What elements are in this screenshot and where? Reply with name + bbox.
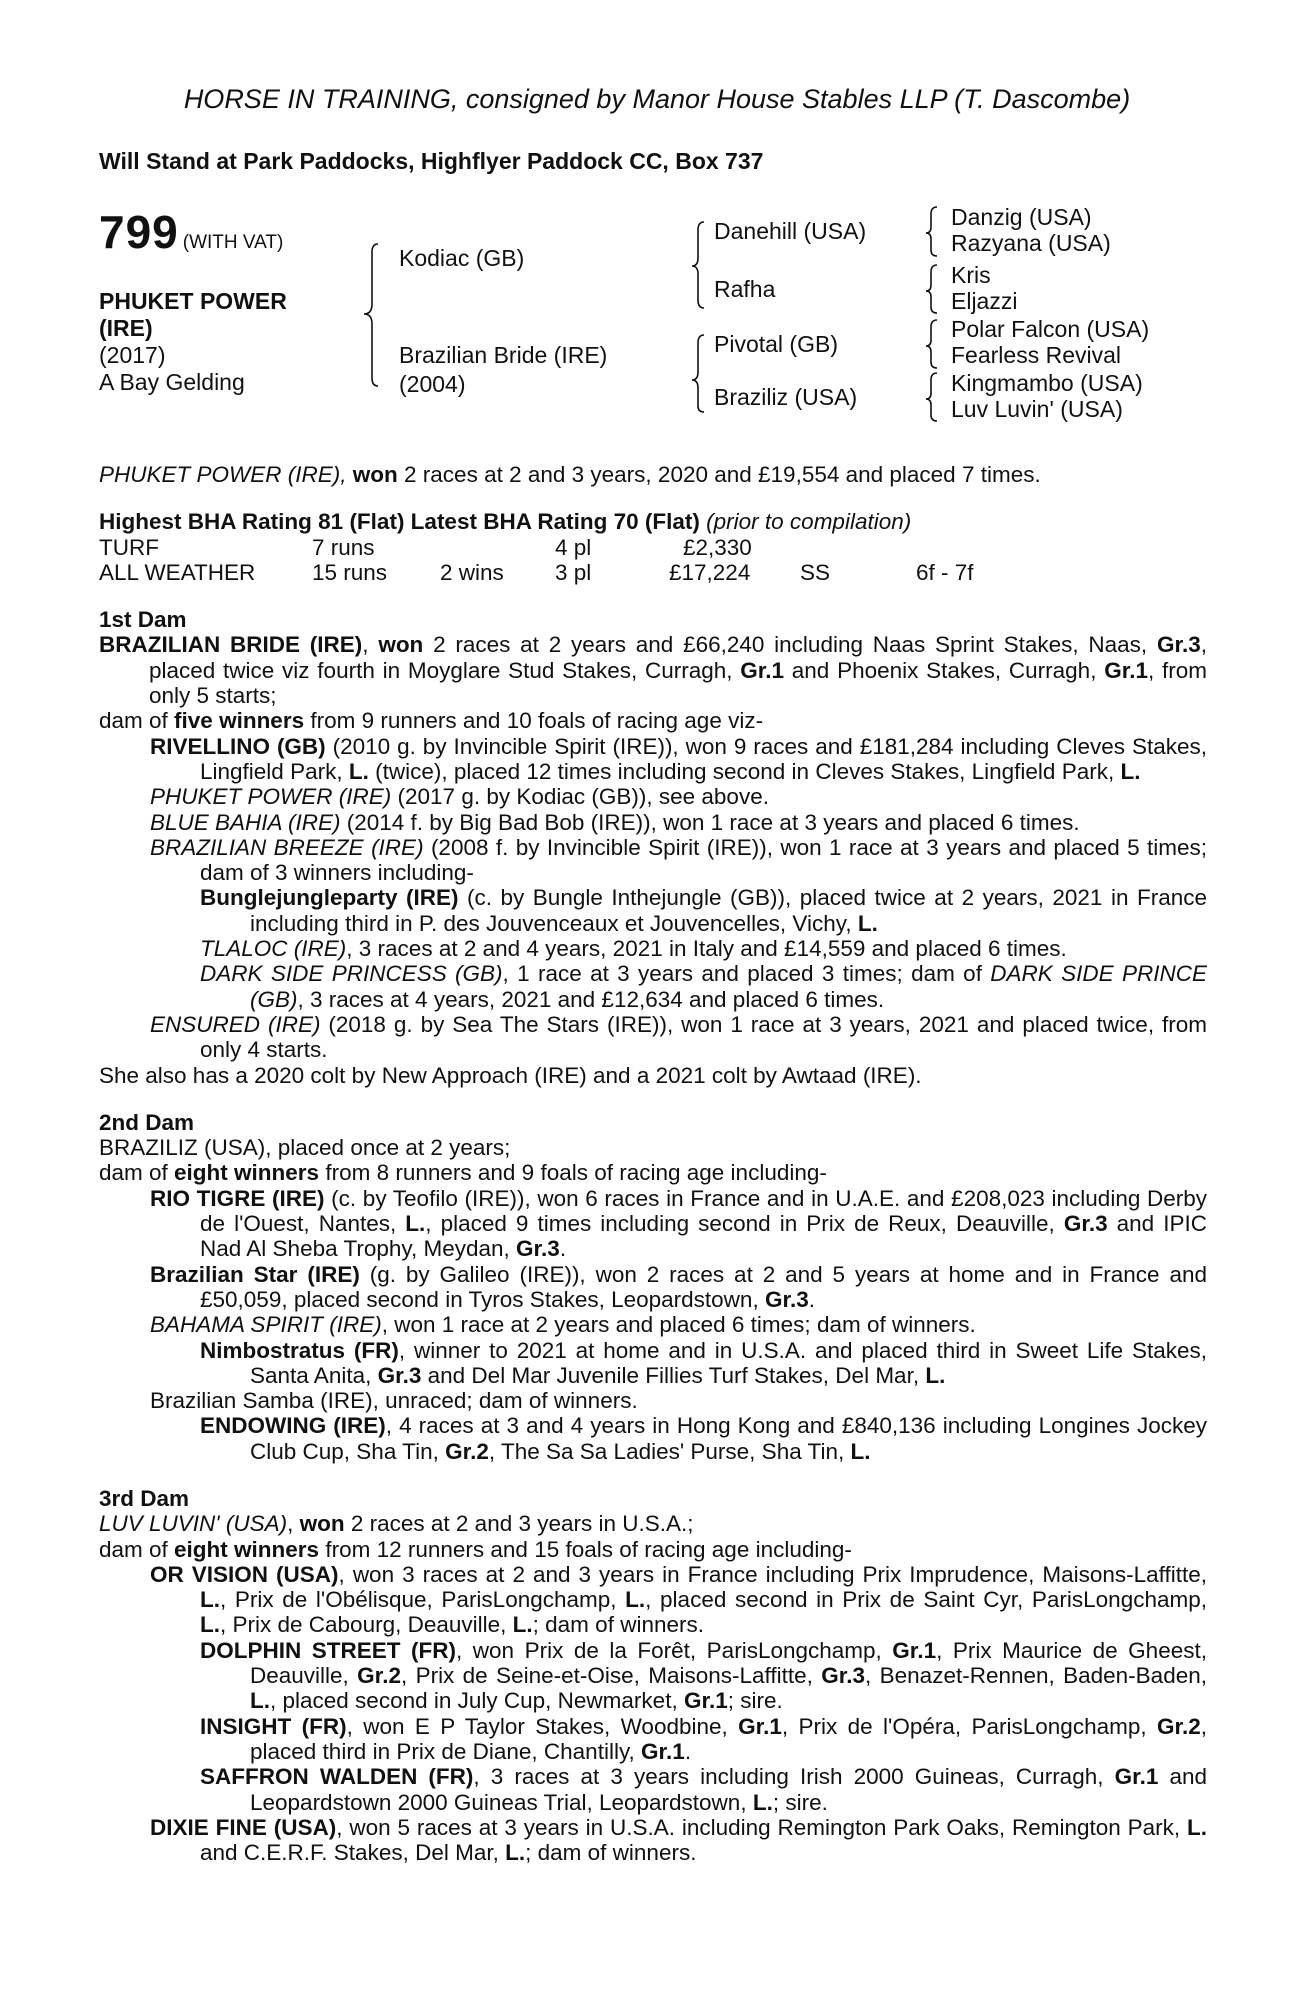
produce-rio-tigre: RIO TIGRE (IRE) (c. by Teofilo (IRE)), won 6 races in France and in U.A.E. and £208,023 including Derby de l'Ouest, Nantes, L., placed 9 times including second in Prix de Reux, Deauville, Gr.3 and IPIC Nad Al Sheba Trophy, Meydan, Gr.3. bbox=[150, 1185, 1208, 1262]
stand-location: Will Stand at Park Paddocks, Highflyer Paddock CC, Box 737 bbox=[99, 148, 764, 174]
produce-bahama-spirit: BAHAMA SPIRIT (IRE), won 1 race at 2 years and placed 6 times; dam of winners. bbox=[150, 1312, 976, 1338]
pedigree-gen4-2: Razyana (USA) bbox=[951, 230, 1111, 256]
horse-country: (IRE) bbox=[99, 315, 153, 341]
produce-dixie-fine: DIXIE FINE (USA), won 5 races at 3 years in U.S.A. including Remington Park Oaks, Remington Park, L. and C.E.R.F. Stakes, Del Mar, L.; dam of winners. bbox=[150, 1814, 1207, 1866]
first-dam-record: BRAZILIAN BRIDE (IRE), won 2 races at 2 years and £66,240 including Naas Sprint Stakes, Naas, Gr.3, placed twice viz fourth in Moyglare Stud Stakes, Curragh, Gr.1 and Phoenix Stakes, Curragh, Gr.1, from only 5 starts; bbox=[99, 632, 1207, 709]
pedigree-gen4-1: Danzig (USA) bbox=[951, 204, 1092, 230]
produce-tlaloc: TLALOC (IRE), 3 races at 2 and 4 years, 2021 in Italy and £14,559 and placed 6 times. bbox=[200, 936, 1067, 962]
horse-name: PHUKET POWER bbox=[99, 288, 287, 314]
produce-dolphin-street: DOLPHIN STREET (FR), won Prix de la Forêt, ParisLongchamp, Gr.1, Prix Maurice de Gheest, Deauville, Gr.2, Prix de Seine-et-Oise, Maisons-Laffitte, Gr.3, Benazet-Rennen, Baden-Baden, L., placed second in July Cup, Newmarket, Gr.1; sire. bbox=[200, 1637, 1207, 1714]
pedigree-gen4-7: Kingmambo (USA) bbox=[951, 370, 1143, 396]
pedigree-dam-year: (2004) bbox=[399, 371, 466, 397]
pedigree-gen3-3: Pivotal (GB) bbox=[714, 331, 838, 357]
produce-bunglejungleparty: Bunglejungleparty (IRE) (c. by Bungle Inthejungle (GB)), placed twice at 2 years, 2021 in France including third in P. des Jouvenceaux et Jouvencelles, Vichy, L. bbox=[200, 885, 1207, 936]
produce-brazilian-samba: Brazilian Samba (IRE), unraced; dam of winners. bbox=[150, 1388, 638, 1414]
produce-brazilian-star: Brazilian Star (IRE) (g. by Galileo (IRE)), won 2 races at 2 and 5 years at home and in France and £50,059, placed second in Tyros Stakes, Leopardstown, Gr.3. bbox=[150, 1261, 1207, 1312]
produce-brazilian-breeze: BRAZILIAN BREEZE (IRE) (2008 f. by Invincible Spirit (IRE)), won 1 race at 3 years and placed 5 times; dam of 3 winners including- bbox=[150, 834, 1207, 886]
pedigree-gen3-2: Rafha bbox=[714, 276, 776, 302]
race-summary: PHUKET POWER (IRE), won 2 races at 2 and 3 years, 2020 and £19,554 and placed 7 times. bbox=[99, 462, 1041, 487]
pedigree-gen3-1: Danehill (USA) bbox=[714, 218, 867, 244]
produce-ensured: ENSURED (IRE) (2018 g. by Sea The Stars (IRE)), won 1 race at 3 years, 2021 and placed twice, from only 4 starts. bbox=[150, 1011, 1208, 1063]
produce-phuket-power: PHUKET POWER (IRE) (2017 g. by Kodiac (GB)), see above. bbox=[150, 784, 769, 810]
produce-insight: INSIGHT (FR), won E P Taylor Stakes, Woodbine, Gr.1, Prix de l'Opéra, ParisLongchamp, Gr.2, placed third in Prix de Diane, Chantilly, Gr.1. bbox=[200, 1713, 1208, 1764]
pedigree-gen4-8: Luv Luvin' (USA) bbox=[951, 396, 1123, 422]
second-dam-heading: 2nd Dam bbox=[99, 1109, 195, 1135]
all-weather-row: ALL WEATHER 15 runs 2 wins 3 pl £17,224 SS 6f - 7f bbox=[99, 559, 974, 585]
pedigree-dam: Brazilian Bride (IRE) bbox=[399, 342, 608, 368]
turf-row: TURF 7 runs 4 pl £2,330 bbox=[99, 534, 752, 560]
horse-year: (2017) bbox=[99, 342, 166, 368]
third-dam-heading: 3rd Dam bbox=[99, 1485, 190, 1511]
produce-or-vision: OR VISION (USA), won 3 races at 2 and 3 years in France including Prix Imprudence, Maisons-Laffitte, L., Prix de l'Obélisque, ParisLongchamp, L., placed second in Prix de Saint Cyr, ParisLongchamp, L., Prix de Cabourg, Deauville, L.; dam of winners. bbox=[150, 1561, 1207, 1638]
first-dam-heading: 1st Dam bbox=[99, 607, 187, 633]
pedigree-gen4-6: Fearless Revival bbox=[951, 342, 1121, 368]
produce-dark-side-princess: DARK SIDE PRINCESS (GB), 1 race at 3 years and placed 3 times; dam of DARK SIDE PRINCE (GB), 3 races at 4 years, 2021 and £12,634 and placed 6 times. bbox=[200, 961, 1207, 1012]
horse-description: A Bay Gelding bbox=[99, 369, 245, 395]
catalogue-body bbox=[99, 462, 1207, 1865]
first-dam-produce: dam of five winners from 9 runners and 10 foals of racing age viz- bbox=[99, 708, 764, 734]
pedigree-sire: Kodiac (GB) bbox=[399, 245, 525, 271]
pedigree-gen3-4: Braziliz (USA) bbox=[714, 384, 858, 410]
produce-nimbostratus: Nimbostratus (FR), winner to 2021 at home and in U.S.A. and placed third in Sweet Life Stakes, Santa Anita, Gr.3 and Del Mar Juvenile Fillies Turf Stakes, Del Mar, L. bbox=[200, 1337, 1208, 1388]
produce-endowing: ENDOWING (IRE), 4 races at 3 and 4 years in Hong Kong and £840,136 including Longines Jockey Club Cup, Sha Tin, Gr.2, The Sa Sa Ladies' Purse, Sha Tin, L. bbox=[200, 1413, 1207, 1464]
vat-note: (WITH VAT) bbox=[182, 232, 284, 253]
pedigree-gen4-5: Polar Falcon (USA) bbox=[951, 316, 1150, 342]
third-dam-produce: dam of eight winners from 12 runners and 15 foals of racing age including- bbox=[99, 1536, 852, 1562]
lot-number: 799 bbox=[99, 206, 179, 258]
third-dam-record: LUV LUVIN' (USA), won 2 races at 2 and 3 years in U.S.A.; bbox=[99, 1511, 694, 1537]
rating-line: Highest BHA Rating 81 (Flat) Latest BHA Rating 70 (Flat) (prior to compilation) bbox=[99, 509, 912, 535]
pedigree-gen4-3: Kris bbox=[951, 262, 991, 288]
produce-blue-bahia: BLUE BAHIA (IRE) (2014 f. by Big Bad Bob (IRE)), won 1 race at 3 years and placed 6 times. bbox=[150, 809, 1080, 835]
produce-rivellino: RIVELLINO (GB) (2010 g. by Invincible Spirit (IRE)), won 9 races and £181,284 including Cleves Stakes, Lingfield Park, L. (twice), placed 12 times including second in Cleves Stakes, Lingfield Park, L. bbox=[150, 733, 1207, 784]
second-dam-record: BRAZILIZ (USA), placed once at 2 years; bbox=[99, 1135, 511, 1161]
pedigree-gen4-4: Eljazzi bbox=[951, 288, 1018, 314]
page-heading: HORSE IN TRAINING, consigned by Manor House Stables LLP (T. Dascombe) bbox=[183, 84, 1131, 114]
second-dam-produce: dam of eight winners from 8 runners and 9 foals of racing age including- bbox=[99, 1160, 827, 1186]
produce-saffron-walden: SAFFRON WALDEN (FR), 3 races at 3 years including Irish 2000 Guineas, Curragh, Gr.1 and Leopardstown 2000 Guineas Trial, Leopardstown, L.; sire. bbox=[200, 1764, 1208, 1815]
first-dam-also: She also has a 2020 colt by New Approach (IRE) and a 2021 colt by Awtaad (IRE). bbox=[99, 1062, 922, 1088]
